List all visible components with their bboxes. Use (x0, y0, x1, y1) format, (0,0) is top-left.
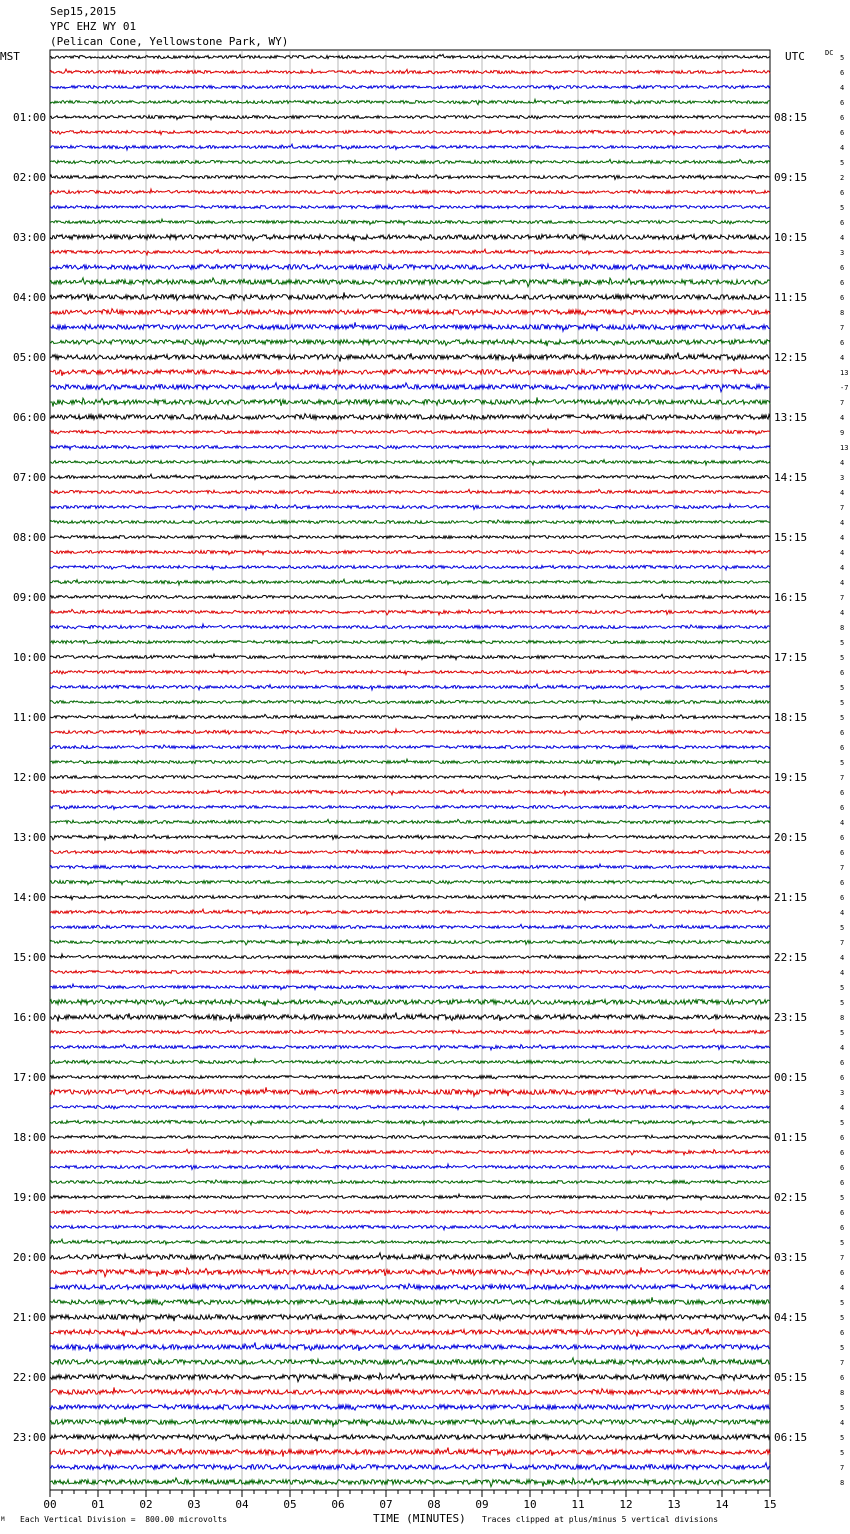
trace-line (50, 984, 770, 990)
dc-offset-value: 6 (840, 339, 845, 347)
dc-offset-value: 5 (840, 924, 845, 932)
utc-hour-label: 05:15 (774, 1371, 808, 1384)
trace-line (50, 1239, 770, 1244)
mst-hour-label: 22:00 (13, 1371, 47, 1384)
trace-line (50, 1180, 770, 1184)
mst-hour-label: 15:00 (13, 951, 47, 964)
mst-hour-label: 10:00 (13, 651, 47, 664)
dc-offset-value: 4 (840, 1284, 845, 1292)
dc-offset-value: 4 (840, 234, 845, 242)
dc-offset-value: 5 (840, 1449, 845, 1457)
dc-offset-value: 5 (840, 684, 845, 692)
x-tick-label: 12 (619, 1498, 633, 1511)
trace-line (50, 520, 770, 524)
dc-offset-value: 4 (840, 519, 845, 527)
mst-hour-label: 11:00 (13, 711, 47, 724)
trace-line (50, 175, 770, 180)
trace-line (50, 1343, 770, 1352)
dc-offset-value: 4 (840, 1419, 845, 1427)
dc-offset-value: 5 (840, 1344, 845, 1352)
trace-line (50, 776, 770, 780)
dc-offset-value: 7 (840, 399, 845, 407)
trace-line (50, 909, 770, 914)
trace-line (50, 789, 770, 795)
trace-line (50, 446, 770, 450)
x-tick-label: 07 (379, 1498, 393, 1511)
clip-note: Traces clipped at plus/minus 5 vertical divisions (482, 1515, 719, 1524)
utc-hour-label: 04:15 (774, 1311, 808, 1324)
dc-offset-value: 4 (840, 144, 845, 152)
trace-line (50, 144, 770, 150)
dc-offset-value: 6 (840, 804, 845, 812)
dc-offset-value: 6 (840, 1149, 845, 1157)
dc-offset-value: 6 (840, 1179, 845, 1187)
dc-offset-value: 6 (840, 69, 845, 77)
trace-line (50, 684, 770, 690)
dc-offset-value: 4 (840, 954, 845, 962)
trace-line (50, 1373, 770, 1382)
trace-line (50, 924, 770, 928)
utc-hour-label: 13:15 (774, 411, 808, 424)
station-location: (Pelican Cone, Yellowstone Park, WY) (50, 35, 289, 48)
trace-line (50, 1164, 770, 1169)
trace-line (50, 1297, 770, 1305)
dc-offset-value: 6 (840, 189, 845, 197)
dc-offset-value: 6 (840, 294, 845, 302)
dc-offset-value: 7 (840, 939, 845, 947)
trace-line (50, 1013, 770, 1022)
dc-offset-value: 4 (840, 969, 845, 977)
dc-offset-value: 6 (840, 1224, 845, 1232)
trace-line (50, 940, 770, 945)
trace-line (50, 1387, 770, 1394)
dc-offset-value: 3 (840, 1089, 845, 1097)
dc-offset-value: 4 (840, 459, 845, 467)
trace-line (50, 353, 770, 362)
dc-offset-value: 4 (840, 819, 845, 827)
dc-offset-value: 6 (840, 1164, 845, 1172)
trace-line (50, 1253, 770, 1260)
trace-line (50, 1149, 770, 1155)
trace-line (50, 641, 770, 644)
dc-offset-value: 6 (840, 744, 845, 752)
dc-offset-value: 8 (840, 1014, 845, 1022)
trace-line (50, 85, 770, 89)
trace-line (50, 54, 770, 58)
x-tick-label: 06 (331, 1498, 345, 1511)
dc-offset-value: 6 (840, 264, 845, 272)
x-tick-label: 05 (283, 1498, 297, 1511)
utc-hour-label: 03:15 (774, 1251, 808, 1264)
dc-offset-value: 5 (840, 1119, 845, 1127)
dc-offset-value: 4 (840, 1104, 845, 1112)
mst-hour-label: 13:00 (13, 831, 47, 844)
dc-offset-value: 5 (840, 984, 845, 992)
trace-line (50, 1106, 770, 1110)
trace-line (50, 309, 770, 315)
dc-offset-value: 6 (840, 114, 845, 122)
dc-offset-value: 5 (840, 699, 845, 707)
dc-column-header: DC (825, 49, 834, 57)
trace-line (50, 1000, 770, 1007)
x-tick-label: 01 (91, 1498, 105, 1511)
dc-offset-value: 6 (840, 849, 845, 857)
trace-line (50, 504, 770, 510)
dc-offset-value: 6 (840, 219, 845, 227)
trace-line (50, 414, 770, 420)
dc-offset-value: 7 (840, 864, 845, 872)
utc-hour-label: 11:15 (774, 291, 808, 304)
corner-mark: M (1, 1516, 5, 1523)
dc-offset-value: 6 (840, 669, 845, 677)
trace-line (50, 806, 770, 810)
trace-line (50, 864, 770, 869)
trace-line (50, 954, 770, 958)
mst-hour-label: 17:00 (13, 1071, 47, 1084)
dc-offset-value: 5 (840, 1434, 845, 1442)
dc-offset-value: 5 (840, 54, 845, 62)
dc-offset-value: 3 (840, 249, 845, 257)
trace-line (50, 489, 770, 493)
dc-offset-value: 5 (840, 654, 845, 662)
trace-line (50, 130, 770, 135)
dc-offset-value: 4 (840, 579, 845, 587)
trace-line (50, 700, 770, 703)
utc-hour-label: 22:15 (774, 951, 808, 964)
dc-offset-value: -7 (840, 384, 849, 392)
trace-line (50, 971, 770, 974)
mst-hour-label: 14:00 (13, 891, 47, 904)
mst-hour-label: 09:00 (13, 591, 47, 604)
dc-offset-value: 6 (840, 1269, 845, 1277)
dc-offset-value: 5 (840, 1239, 845, 1247)
trace-line (50, 219, 770, 225)
mst-hour-label: 03:00 (13, 231, 47, 244)
trace-line (50, 819, 770, 823)
trace-line (50, 1211, 770, 1215)
dc-offset-value: 4 (840, 534, 845, 542)
mst-hour-label: 18:00 (13, 1131, 47, 1144)
mst-hour-label: 04:00 (13, 291, 47, 304)
trace-line (50, 1328, 770, 1336)
trace-line (50, 745, 770, 749)
dc-offset-value: 6 (840, 834, 845, 842)
x-tick-label: 02 (139, 1498, 153, 1511)
dc-offset-value: 6 (840, 99, 845, 107)
dc-offset-value: 6 (840, 729, 845, 737)
dc-offset-value: 8 (840, 1479, 845, 1487)
trace-line (50, 1267, 770, 1276)
x-tick-label: 13 (667, 1498, 681, 1511)
trace-line (50, 1448, 770, 1457)
trace-line (50, 322, 770, 331)
dc-offset-value: 8 (840, 309, 845, 317)
dc-offset-value: 6 (840, 1209, 845, 1217)
utc-hour-label: 16:15 (774, 591, 808, 604)
trace-line (50, 292, 770, 300)
utc-hour-label: 09:15 (774, 171, 808, 184)
dc-offset-value: 6 (840, 1059, 845, 1067)
trace-line (50, 550, 770, 554)
dc-offset-value: 6 (840, 879, 845, 887)
dc-offset-value: 9 (840, 429, 845, 437)
dc-offset-value: 6 (840, 789, 845, 797)
chart-date: Sep15,2015 (50, 5, 117, 18)
dc-offset-value: 5 (840, 1314, 845, 1322)
x-axis-title: TIME (MINUTES) (373, 1512, 466, 1525)
dc-offset-value: 5 (840, 999, 845, 1007)
utc-hour-label: 02:15 (774, 1191, 808, 1204)
dc-offset-value: 5 (840, 1299, 845, 1307)
trace-line (50, 1119, 770, 1125)
utc-hour-label: 23:15 (774, 1011, 808, 1024)
trace-line (50, 383, 770, 392)
dc-offset-value: 6 (840, 129, 845, 137)
dc-offset-value: 4 (840, 414, 845, 422)
left-timezone-label: MST (0, 50, 20, 63)
trace-line (50, 235, 770, 242)
trace-line (50, 1225, 770, 1230)
utc-hour-label: 17:15 (774, 651, 808, 664)
mst-hour-label: 12:00 (13, 771, 47, 784)
trace-line (50, 850, 770, 854)
dc-offset-value: 8 (840, 624, 845, 632)
dc-offset-value: 7 (840, 1464, 845, 1472)
x-tick-label: 10 (523, 1498, 537, 1511)
dc-offset-value: 7 (840, 324, 845, 332)
dc-offset-value: 6 (840, 1374, 845, 1382)
trace-line (50, 759, 770, 765)
mst-hour-label: 23:00 (13, 1431, 47, 1444)
dc-offset-value: 5 (840, 159, 845, 167)
trace-line (50, 1059, 770, 1064)
trace-line (50, 159, 770, 163)
dc-offset-value: 5 (840, 714, 845, 722)
utc-hour-label: 12:15 (774, 351, 808, 364)
trace-line (50, 249, 770, 255)
dc-offset-value: 5 (840, 1029, 845, 1037)
trace-line (50, 340, 770, 347)
utc-hour-label: 00:15 (774, 1071, 808, 1084)
dc-offset-value: 7 (840, 594, 845, 602)
trace-line (50, 654, 770, 660)
mst-hour-label: 21:00 (13, 1311, 47, 1324)
trace-line (50, 1044, 770, 1050)
trace-line (50, 429, 770, 435)
trace-line (50, 1087, 770, 1096)
utc-hour-label: 18:15 (774, 711, 808, 724)
trace-line (50, 1463, 770, 1470)
dc-offset-value: 6 (840, 1074, 845, 1082)
trace-line (50, 895, 770, 900)
trace-line (50, 99, 770, 104)
mst-hour-label: 06:00 (13, 411, 47, 424)
mst-hour-label: 05:00 (13, 351, 47, 364)
mst-hour-label: 01:00 (13, 111, 47, 124)
trace-line (50, 594, 770, 598)
x-tick-label: 04 (235, 1498, 249, 1511)
trace-line (50, 1284, 770, 1290)
dc-offset-value: 4 (840, 609, 845, 617)
mst-hour-label: 07:00 (13, 471, 47, 484)
utc-hour-label: 21:15 (774, 891, 808, 904)
dc-offset-value: 4 (840, 354, 845, 362)
dc-offset-value: 5 (840, 1194, 845, 1202)
x-tick-label: 11 (571, 1498, 585, 1511)
x-tick-label: 14 (715, 1498, 729, 1511)
dc-offset-value: 5 (840, 639, 845, 647)
dc-offset-value: 6 (840, 894, 845, 902)
trace-line (50, 1194, 770, 1200)
dc-offset-value: 13 (840, 369, 849, 377)
dc-offset-value: 4 (840, 549, 845, 557)
dc-offset-value: 4 (840, 909, 845, 917)
trace-line (50, 115, 770, 119)
dc-offset-value: 4 (840, 489, 845, 497)
trace-line (50, 579, 770, 585)
dc-offset-value: 7 (840, 1359, 845, 1367)
dc-offset-value: 3 (840, 474, 845, 482)
trace-line (50, 189, 770, 194)
dc-offset-value: 4 (840, 84, 845, 92)
dc-offset-value: 5 (840, 1404, 845, 1412)
trace-line (50, 397, 770, 406)
x-tick-label: 08 (427, 1498, 441, 1511)
utc-hour-label: 08:15 (774, 111, 808, 124)
trace-line (50, 278, 770, 287)
dc-offset-value: 6 (840, 1134, 845, 1142)
trace-line (50, 624, 770, 629)
dc-offset-value: 4 (840, 1044, 845, 1052)
mst-hour-label: 08:00 (13, 531, 47, 544)
dc-offset-value: 4 (840, 564, 845, 572)
x-tick-label: 15 (763, 1498, 777, 1511)
utc-hour-label: 19:15 (774, 771, 808, 784)
trace-line (50, 566, 770, 570)
trace-line (50, 714, 770, 720)
trace-line (50, 729, 770, 734)
dc-offset-value: 7 (840, 774, 845, 782)
dc-offset-value: 2 (840, 174, 845, 182)
x-tick-label: 03 (187, 1498, 201, 1511)
trace-line (50, 1405, 770, 1411)
trace-line (50, 1314, 770, 1321)
trace-line (50, 474, 770, 479)
mst-hour-label: 16:00 (13, 1011, 47, 1024)
mst-hour-label: 02:00 (13, 171, 47, 184)
trace-line (50, 460, 770, 465)
right-timezone-label: UTC (785, 50, 805, 63)
dc-offset-value: 7 (840, 1254, 845, 1262)
dc-offset-value: 5 (840, 204, 845, 212)
trace-line (50, 534, 770, 539)
trace-line (50, 834, 770, 840)
utc-hour-label: 10:15 (774, 231, 808, 244)
trace-line (50, 264, 770, 269)
trace-line (50, 880, 770, 884)
utc-hour-label: 20:15 (774, 831, 808, 844)
trace-line (50, 206, 770, 209)
trace-line (50, 1478, 770, 1487)
trace-line (50, 609, 770, 615)
scale-note: Each Vertical Division = 800.00 microvolts (20, 1515, 228, 1524)
dc-offset-value: 8 (840, 1389, 845, 1397)
x-tick-label: 09 (475, 1498, 489, 1511)
dc-offset-value: 7 (840, 504, 845, 512)
dc-offset-value: 6 (840, 279, 845, 287)
trace-line (50, 1417, 770, 1426)
trace-line (50, 1435, 770, 1442)
dc-offset-value: 13 (840, 444, 849, 452)
mst-hour-label: 20:00 (13, 1251, 47, 1264)
mst-hour-label: 19:00 (13, 1191, 47, 1204)
trace-line (50, 69, 770, 74)
utc-hour-label: 14:15 (774, 471, 808, 484)
x-tick-label: 00 (43, 1498, 57, 1511)
trace-line (50, 369, 770, 376)
trace-line (50, 671, 770, 675)
utc-hour-label: 06:15 (774, 1431, 808, 1444)
trace-line (50, 1029, 770, 1033)
station-code: YPC EHZ WY 01 (50, 20, 137, 33)
utc-hour-label: 15:15 (774, 531, 808, 544)
dc-offset-value: 6 (840, 1329, 845, 1337)
trace-line (50, 1358, 770, 1365)
utc-hour-label: 01:15 (774, 1131, 808, 1144)
dc-offset-value: 5 (840, 759, 845, 767)
trace-line (50, 1135, 770, 1138)
trace-line (50, 1076, 770, 1079)
